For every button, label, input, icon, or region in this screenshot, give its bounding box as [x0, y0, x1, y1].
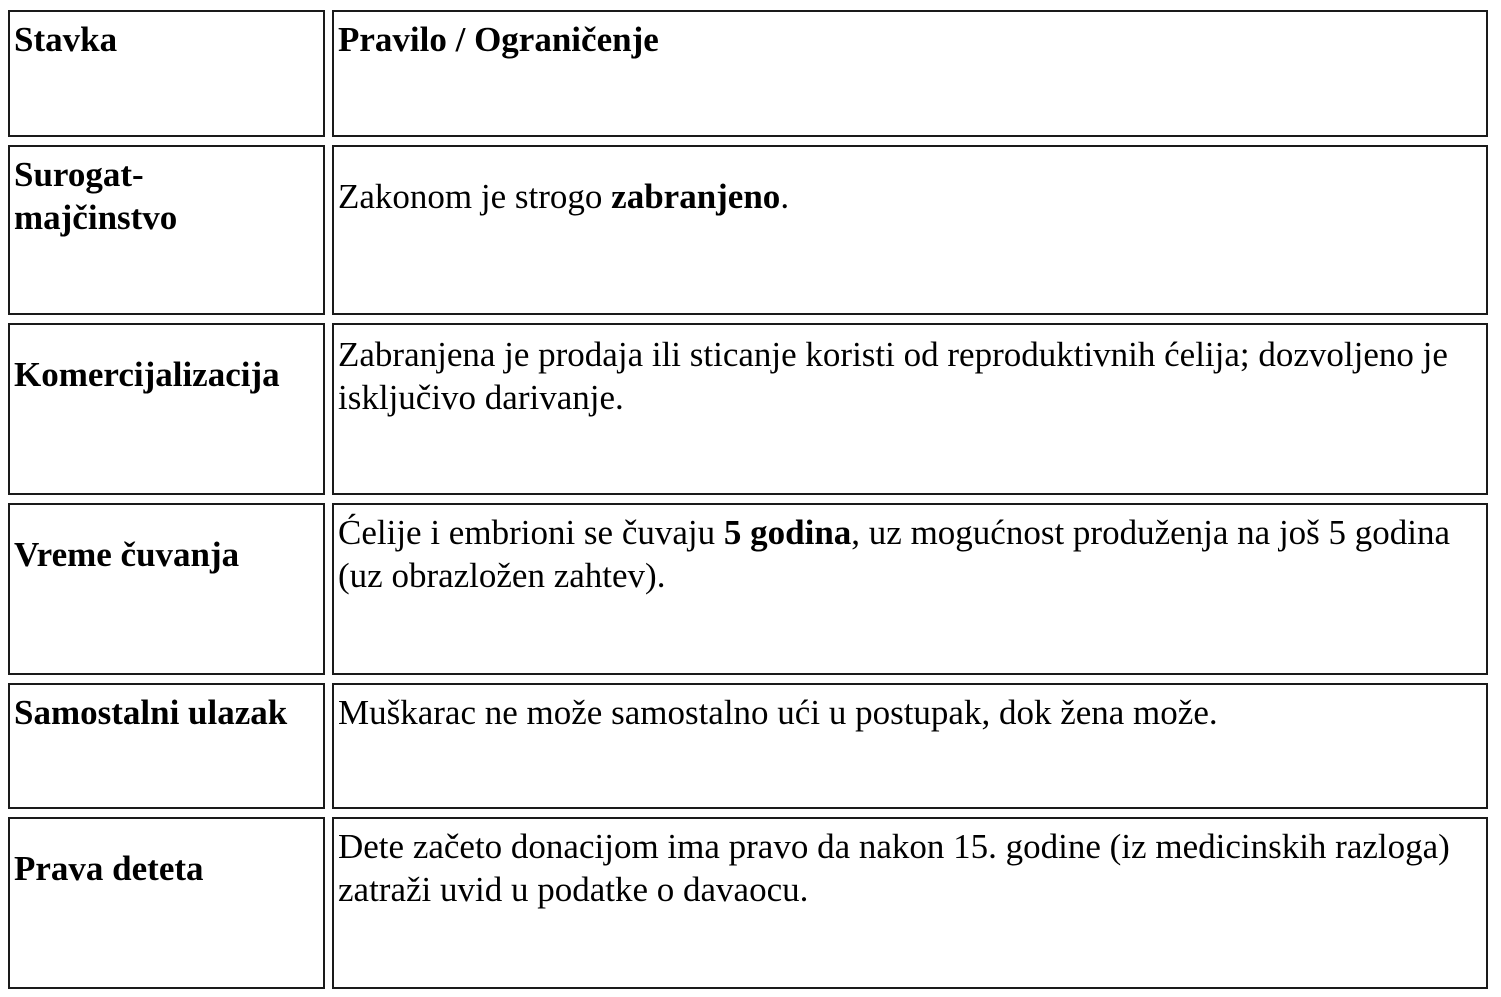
header-stavka: Stavka	[8, 10, 325, 137]
rule-text: Zabranjena je prodaja ili sticanje koristi od reproduktivnih ćelija; dozvoljeno je isključivo darivanje.	[338, 335, 1448, 417]
row-item-text: Surogat-majčinstvo	[14, 155, 178, 237]
table-row	[8, 817, 1488, 989]
row-rule-cell	[332, 503, 1488, 675]
rule-text-end: .	[780, 177, 790, 216]
table-row	[8, 323, 1488, 495]
row-rule-cell	[332, 323, 1488, 495]
rule-text: Muškarac ne može samostalno ući u postupak, dok žena može.	[338, 693, 1218, 732]
rule-bold-text: 5 godina	[723, 513, 852, 552]
table-row	[8, 683, 1488, 809]
table-row	[8, 145, 1488, 315]
table-row	[8, 503, 1488, 675]
row-rule-cell	[332, 683, 1488, 809]
header-pravilo: Pravilo / Ograničenje	[332, 10, 1488, 137]
row-item-label: Komercijalizacija	[8, 323, 325, 495]
rule-text: Ćelije i embrioni se čuvaju	[338, 513, 724, 552]
rule-text: Zakonom je strogo	[338, 177, 612, 216]
row-item-label: Prava deteta	[8, 817, 325, 989]
row-rule-cell	[332, 145, 1488, 315]
rules-table	[1, 2, 1495, 997]
row-rule-cell	[332, 817, 1488, 989]
row-item-label: Samostalni ulazak	[8, 683, 325, 809]
row-item-label: Vreme čuvanja	[8, 503, 325, 675]
table-header-row	[8, 10, 1488, 137]
rule-text-end: , uz mogućnost produženja na još 5 godina (uz obrazložen zahtev).	[338, 513, 1451, 595]
rule-text: Dete začeto donacijom ima pravo da nakon 15. godine (iz medicinskih razloga) zatraži uvid u podatke o davaocu.	[338, 827, 1450, 909]
row-item-label	[8, 145, 325, 315]
rule-bold-text: zabranjeno	[611, 177, 781, 216]
